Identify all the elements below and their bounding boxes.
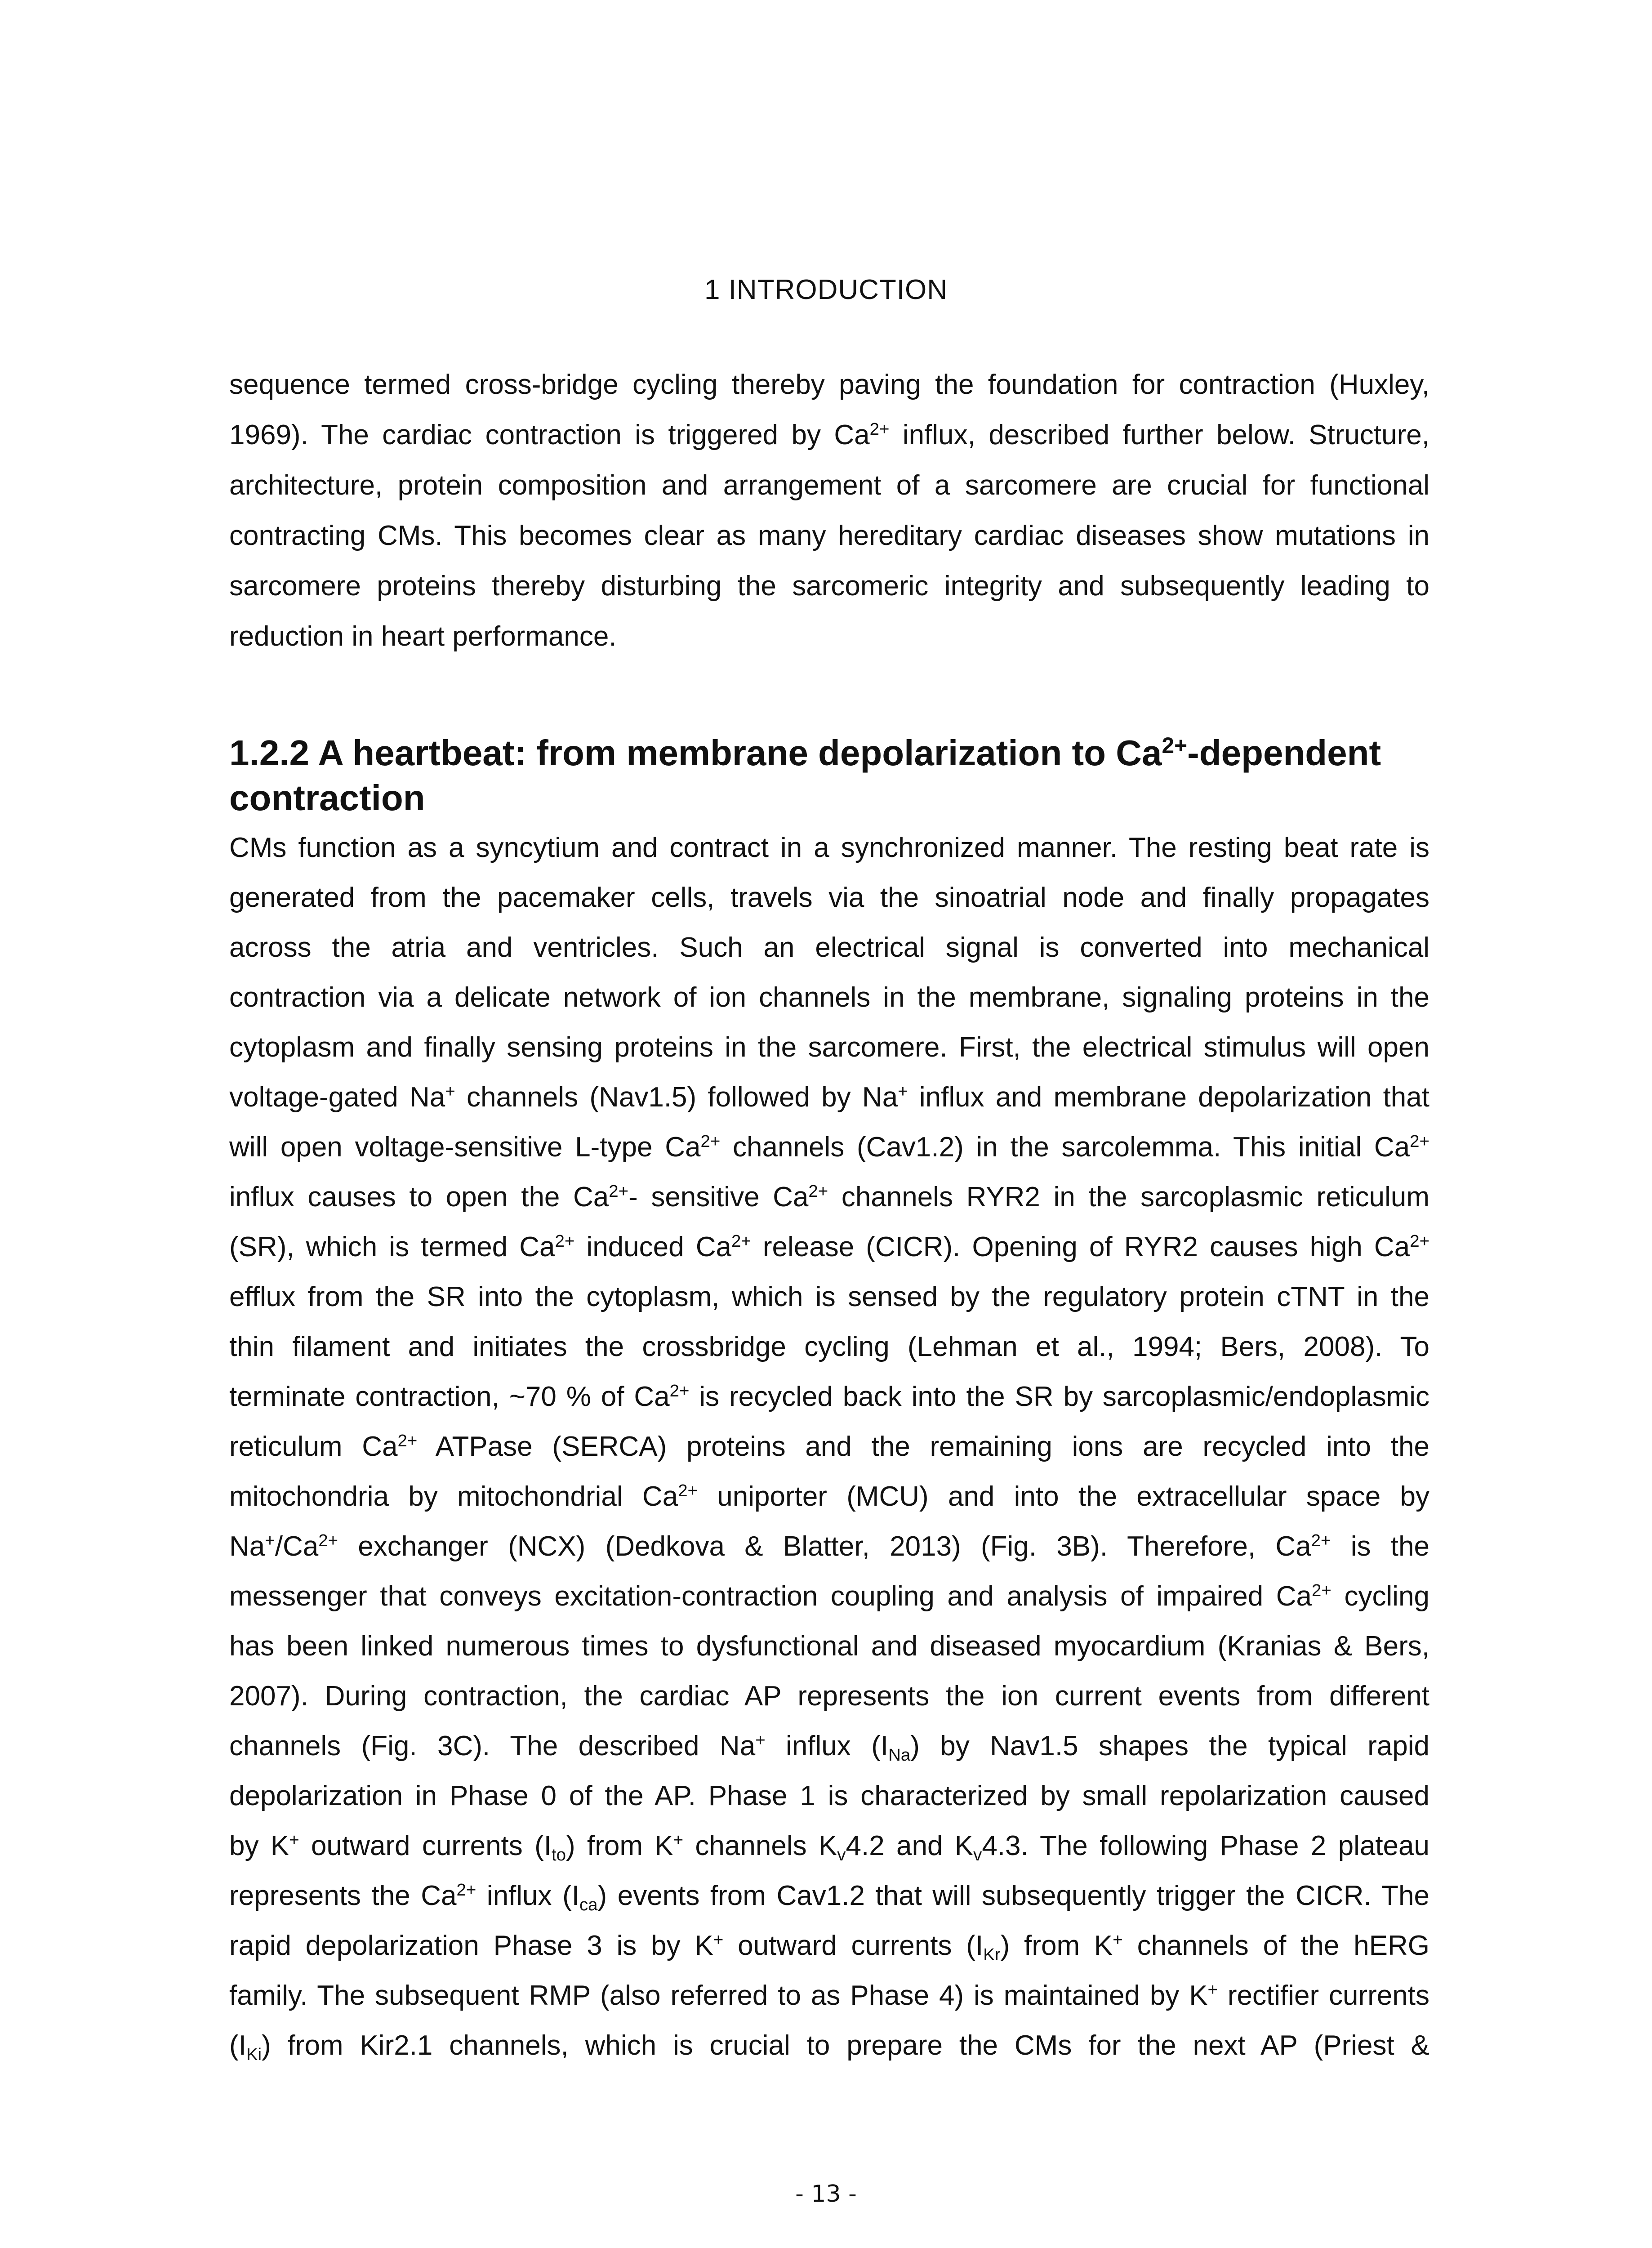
- text-line: $(I_{Ki})$ from Kir2.1 channels, which is crucial to prepare the CMs for the next AP (Priest &: [229, 2030, 1429, 2064]
- text-line: 2007). During contraction, the cardiac AP represents the ion current events from different: [229, 1681, 1429, 1712]
- text-line: architecture, protein composition and arrangement of a sarcomere are crucial for functional: [229, 470, 1429, 501]
- text-line: $Na^+/Ca^{2+}$ exchanger (NCX) (Dedkova & Blatter, 2013) (Fig. 3B). Therefore, $Ca^{2+}$ is the: [229, 1530, 1429, 1562]
- text-line: (SR), which is termed $Ca^{2+}$ induced $Ca^{2+}$ release (CICR). Opening of RYR2 causes high $Ca^{2+}$: [229, 1231, 1430, 1262]
- text-line: depolarization in Phase 0 of the AP. Phase 1 is characterized by small repolarization caused: [229, 1780, 1429, 1811]
- text-line: by K+ outward currents $(I_{to})$ from K+ channels $K_v4.2$ and $K_v4.3$. The following Phase 2 plateau: [229, 1830, 1429, 1864]
- text-line: messenger that conveys excitation-contraction coupling and analysis of impaired $Ca^{2+}$ cycling: [229, 1580, 1429, 1612]
- text-line: across the atria and ventricles. Such an electrical signal is converted into mechanical: [229, 932, 1429, 963]
- text-line: influx causes to open the $Ca^{2+}-$ sensitive $Ca^{2+}$ channels RYR2 in the sarcoplasmic reticulum: [229, 1181, 1429, 1213]
- text-line: CMs function as a syncytium and contract in a synchronized manner. The resting beat rate is: [229, 832, 1429, 863]
- text-line: generated from the pacemaker cells, travels via the sinoatrial node and finally propagates: [229, 882, 1429, 913]
- text-line: family. The subsequent RMP (also referred to as Phase 4) is maintained by K+ rectifier currents: [229, 1980, 1429, 2011]
- text-line: mitochondria by mitochondrial $Ca^{2+}$ uniporter (MCU) and into the extracellular space by: [229, 1481, 1429, 1512]
- text-line: contracting CMs. This becomes clear as many hereditary cardiac diseases show mutations in: [229, 520, 1429, 551]
- text-line: sarcomere proteins thereby disturbing the sarcomeric integrity and subsequently leading to: [229, 571, 1429, 602]
- text-line: will open voltage-sensitive L-type $Ca^{2+}$ channels (Cav1.2) in the sarcolemma. This initial $Ca^{2+}$: [229, 1131, 1429, 1163]
- text-line: represents the $Ca^{2+}$ influx $(I_{ca})$ events from Cav1.2 that will subsequently trigger the CICR. The: [229, 1880, 1429, 1914]
- text-line: contraction via a delicate network of ion channels in the membrane, signaling proteins in the: [229, 982, 1429, 1013]
- text-line: reticulum $Ca^{2+}$ ATPase (SERCA) proteins and the remaining ions are recycled into the: [229, 1431, 1429, 1462]
- text-line: thin filament and initiates the crossbridge cycling (Lehman et al., 1994; Bers, 2008). To: [229, 1331, 1429, 1362]
- running-header: 1 INTRODUCTION: [704, 274, 948, 305]
- text-line: cytoplasm and finally sensing proteins in the sarcomere. First, the electrical stimulus will open: [229, 1032, 1429, 1063]
- text-line: efflux from the SR into the cytoplasm, which is sensed by the regulatory protein cTNT in the: [229, 1281, 1429, 1312]
- text-line: terminate contraction, ~70 % of $Ca^{2+}$ is recycled back into the SR by sarcoplasmic/endoplasmic: [229, 1381, 1430, 1412]
- text-line: rapid depolarization Phase 3 is by K+ outward currents $(I_{Kr})$ from K+ channels of the hERG: [229, 1930, 1429, 1964]
- paragraph-2: [229, 823, 1429, 2070]
- text-line: has been linked numerous times to dysfunctional and diseased myocardium (Kranias & Bers,: [229, 1631, 1429, 1662]
- text-line: channels (Fig. 3C). The described Na+ influx $(I_{Na})$ by Nav1.5 shapes the typical rapid: [229, 1730, 1429, 1765]
- paragraph-1: [229, 360, 1429, 662]
- text-line: sequence termed cross-bridge cycling thereby paving the foundation for contraction (Huxley,: [229, 369, 1429, 400]
- page-number: - 13 -: [795, 2181, 857, 2208]
- text-line: voltage-gated Na+ channels (Nav1.5) followed by Na+ influx and membrane depolarization that: [229, 1081, 1429, 1113]
- text-line: reduction in heart performance.: [229, 621, 617, 652]
- text-line: 1969). The cardiac contraction is triggered by $Ca^{2+}$ influx, described further below. Structure,: [229, 419, 1429, 450]
- section-heading: 1.2.2 A heartbeat: from membrane depolarization to $Ca^{2+}$-dependent contraction: [229, 732, 1381, 818]
